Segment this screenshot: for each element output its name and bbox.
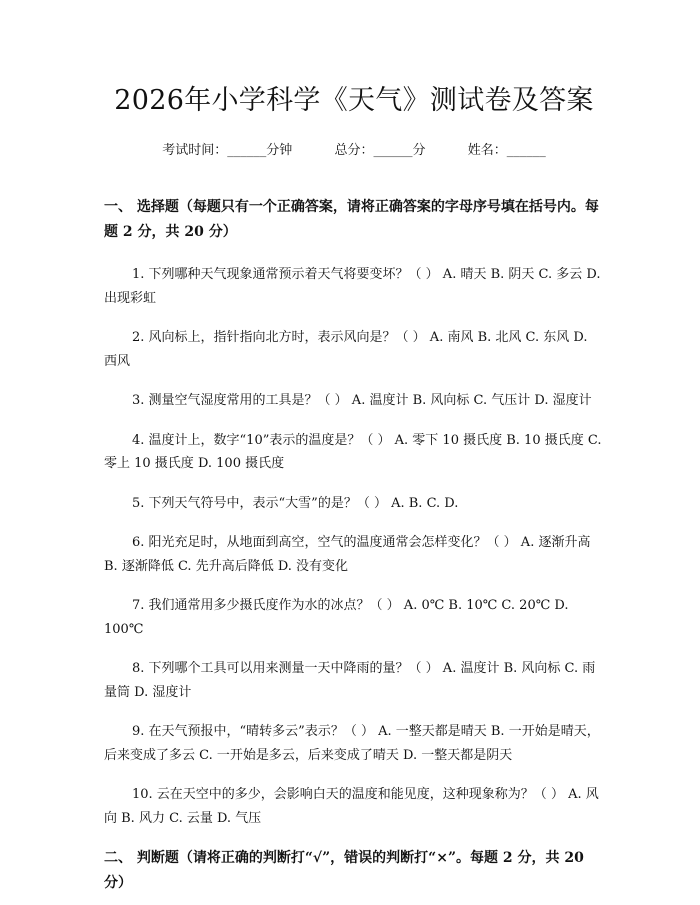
question-item: 6. 阳光充足时，从地面到高空，空气的温度通常会怎样变化？（ ） A. 逐渐升高 B. 逐渐降低 C. 先升高后降低 D. 没有变化 [104, 535, 591, 574]
exam-time-field: 考试时间：______分钟 [162, 143, 293, 158]
question-item: 5. 下列天气符号中，表示“大雪”的是？（ ） A. B. C. D. [132, 495, 459, 511]
multiple-choice-question-list [104, 263, 604, 830]
question-item: 3. 测量空气湿度常用的工具是？（ ） A. 温度计 B. 风向标 C. 气压计 D. 湿度计 [132, 393, 592, 408]
question-item: 9. 在天气预报中，“晴转多云”表示？（ ） A. 一整天都是晴天 B. 一开始是晴天，后来变成了多云 C. 一开始是多云，后来变成了晴天 D. 一整天都是阴天 [104, 724, 600, 763]
page-title: 2026年小学科学《天气》测试卷及答案 [114, 85, 594, 116]
question-item: 7. 我们通常用多少摄氏度作为水的冰点？（ ） A. 0℃ B. 10℃ C. 20℃ D. 100℃ [104, 598, 569, 637]
exam-meta-line [104, 141, 604, 161]
total-score-field: 总分：______分 [334, 143, 426, 158]
question-item: 1. 下列哪种天气现象通常预示着天气将要变坏？（ ） A. 晴天 B. 阴天 C. 多云 D. 出现彩虹 [104, 267, 601, 306]
question-item: 4. 温度计上，数字“10”表示的温度是？（ ） A. 零下 10 摄氏度 B. 10 摄氏度 C. 零上 10 摄氏度 D. 100 摄氏度 [104, 432, 602, 471]
name-field: 姓名：______ [467, 143, 546, 158]
section-heading-true-false: 二、 判断题（请将正确的判断打“√”，错误的判断打“×”。每题 2 分，共 20 分） [104, 850, 584, 891]
question-item: 2. 风向标上，指针指向北方时，表示风向是？（ ） A. 南风 B. 北风 C. 东风 D. 西风 [104, 330, 588, 369]
question-item: 10. 云在天空中的多少，会影响白天的温度和能见度，这种现象称为？（ ） A. 风向 B. 风力 C. 云量 D. 气压 [104, 787, 599, 826]
section-heading-multiple-choice: 一、 选择题（每题只有一个正确答案，请将正确答案的字母序号填在括号内。每题 2 分，共 20 分） [104, 199, 599, 240]
question-item: 8. 下列哪个工具可以用来测量一天中降雨的量？（ ） A. 温度计 B. 风向标 C. 雨量筒 D. 湿度计 [104, 661, 596, 700]
